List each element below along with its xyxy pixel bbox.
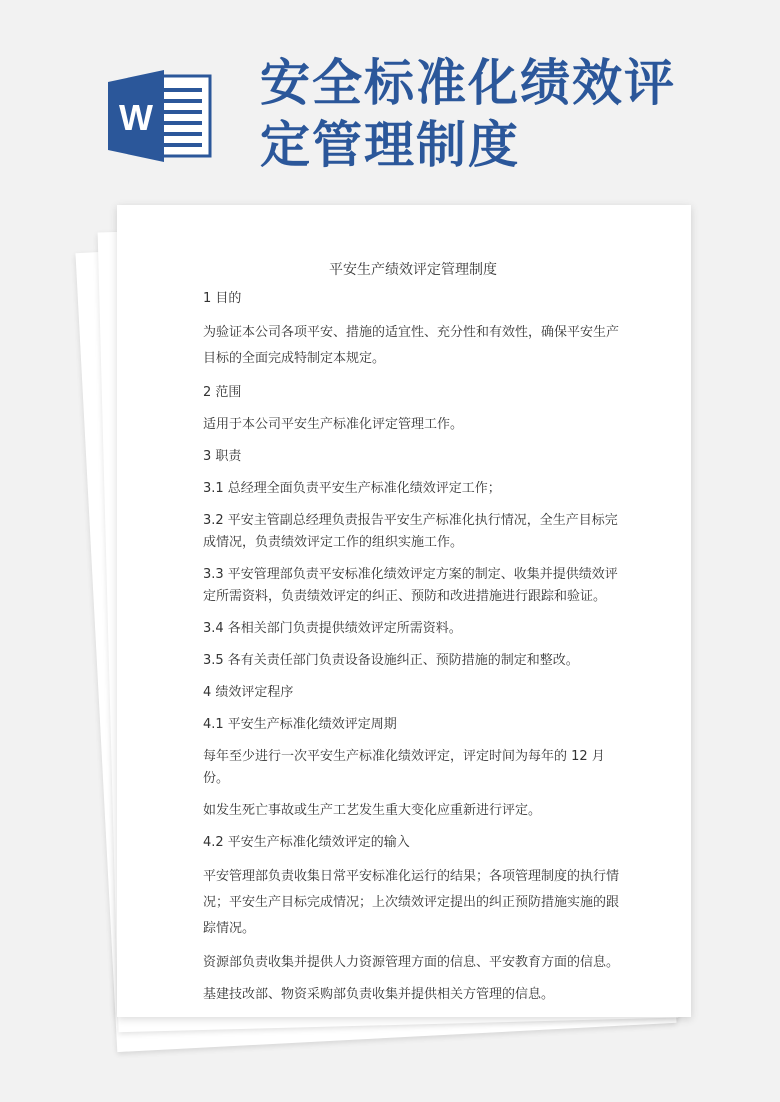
- word-document-icon: [108, 70, 212, 162]
- paragraph-4-2-procurement-dept: 基建技改部、物资采购部负责收集并提供相关方管理的信息。: [203, 987, 555, 1002]
- heading-scope: 2 范围: [203, 385, 242, 400]
- paragraph-4-2-safety-dept: 平安管理部负责收集日常平安标准化运行的结果；各项管理制度的执行情况；平安生产目标完成情况；上次绩效评定提出的纠正预防措施实施的跟踪情况。: [203, 869, 620, 936]
- heading-responsibilities: 3 职责: [203, 449, 242, 464]
- paragraph-4-2-resources-dept: 资源部负责收集并提供人力资源管理方面的信息、平安教育方面的信息。: [203, 955, 620, 970]
- paragraph-3-3: 3.3 平安管理部负责平安标准化绩效评定方案的制定、收集并提供绩效评定所需资料，负责绩效评定的纠正、预防和改进措施进行跟踪和验证。: [203, 567, 618, 604]
- page-title-line-1: 安全标准化绩效评: [260, 54, 676, 112]
- heading-evaluation-procedure: 4 绩效评定程序: [203, 685, 294, 700]
- paragraph-scope: 适用于本公司平安生产标准化评定管理工作。: [203, 417, 464, 432]
- paragraph-3-5: 3.5 各有关责任部门负责设备设施纠正、预防措施的制定和整改。: [203, 653, 579, 668]
- heading-4-1: 4.1 平安生产标准化绩效评定周期: [203, 717, 397, 732]
- paragraph-3-4: 3.4 各相关部门负责提供绩效评定所需资料。: [203, 621, 462, 636]
- document-title: 平安生产绩效评定管理制度: [329, 262, 497, 278]
- word-logo-letter: W: [119, 97, 153, 138]
- paragraph-4-1-frequency: 每年至少进行一次平安生产标准化绩效评定，评定时间为每年的 12 月份。: [203, 749, 605, 786]
- paragraph-3-2: 3.2 平安主管副总经理负责报告平安生产标准化执行情况，全生产目标完成情况，负责绩效评定工作的组织实施工作。: [203, 513, 618, 550]
- paragraph-4-1-reevaluation: 如发生死亡事故或生产工艺发生重大变化应重新进行评定。: [203, 803, 542, 818]
- heading-purpose: 1 目的: [203, 291, 242, 306]
- paragraph-3-1: 3.1 总经理全面负责平安生产标准化绩效评定工作；: [203, 481, 501, 496]
- heading-4-2: 4.2 平安生产标准化绩效评定的输入: [203, 835, 410, 850]
- page-title: [260, 52, 760, 176]
- document-body: [203, 258, 623, 1016]
- paragraph-purpose: 为验证本公司各项平安、措施的适宜性、充分性和有效性，确保平安生产目标的全面完成特制定本规定。: [203, 325, 620, 366]
- page-title-line-2: 定管理制度: [260, 116, 520, 174]
